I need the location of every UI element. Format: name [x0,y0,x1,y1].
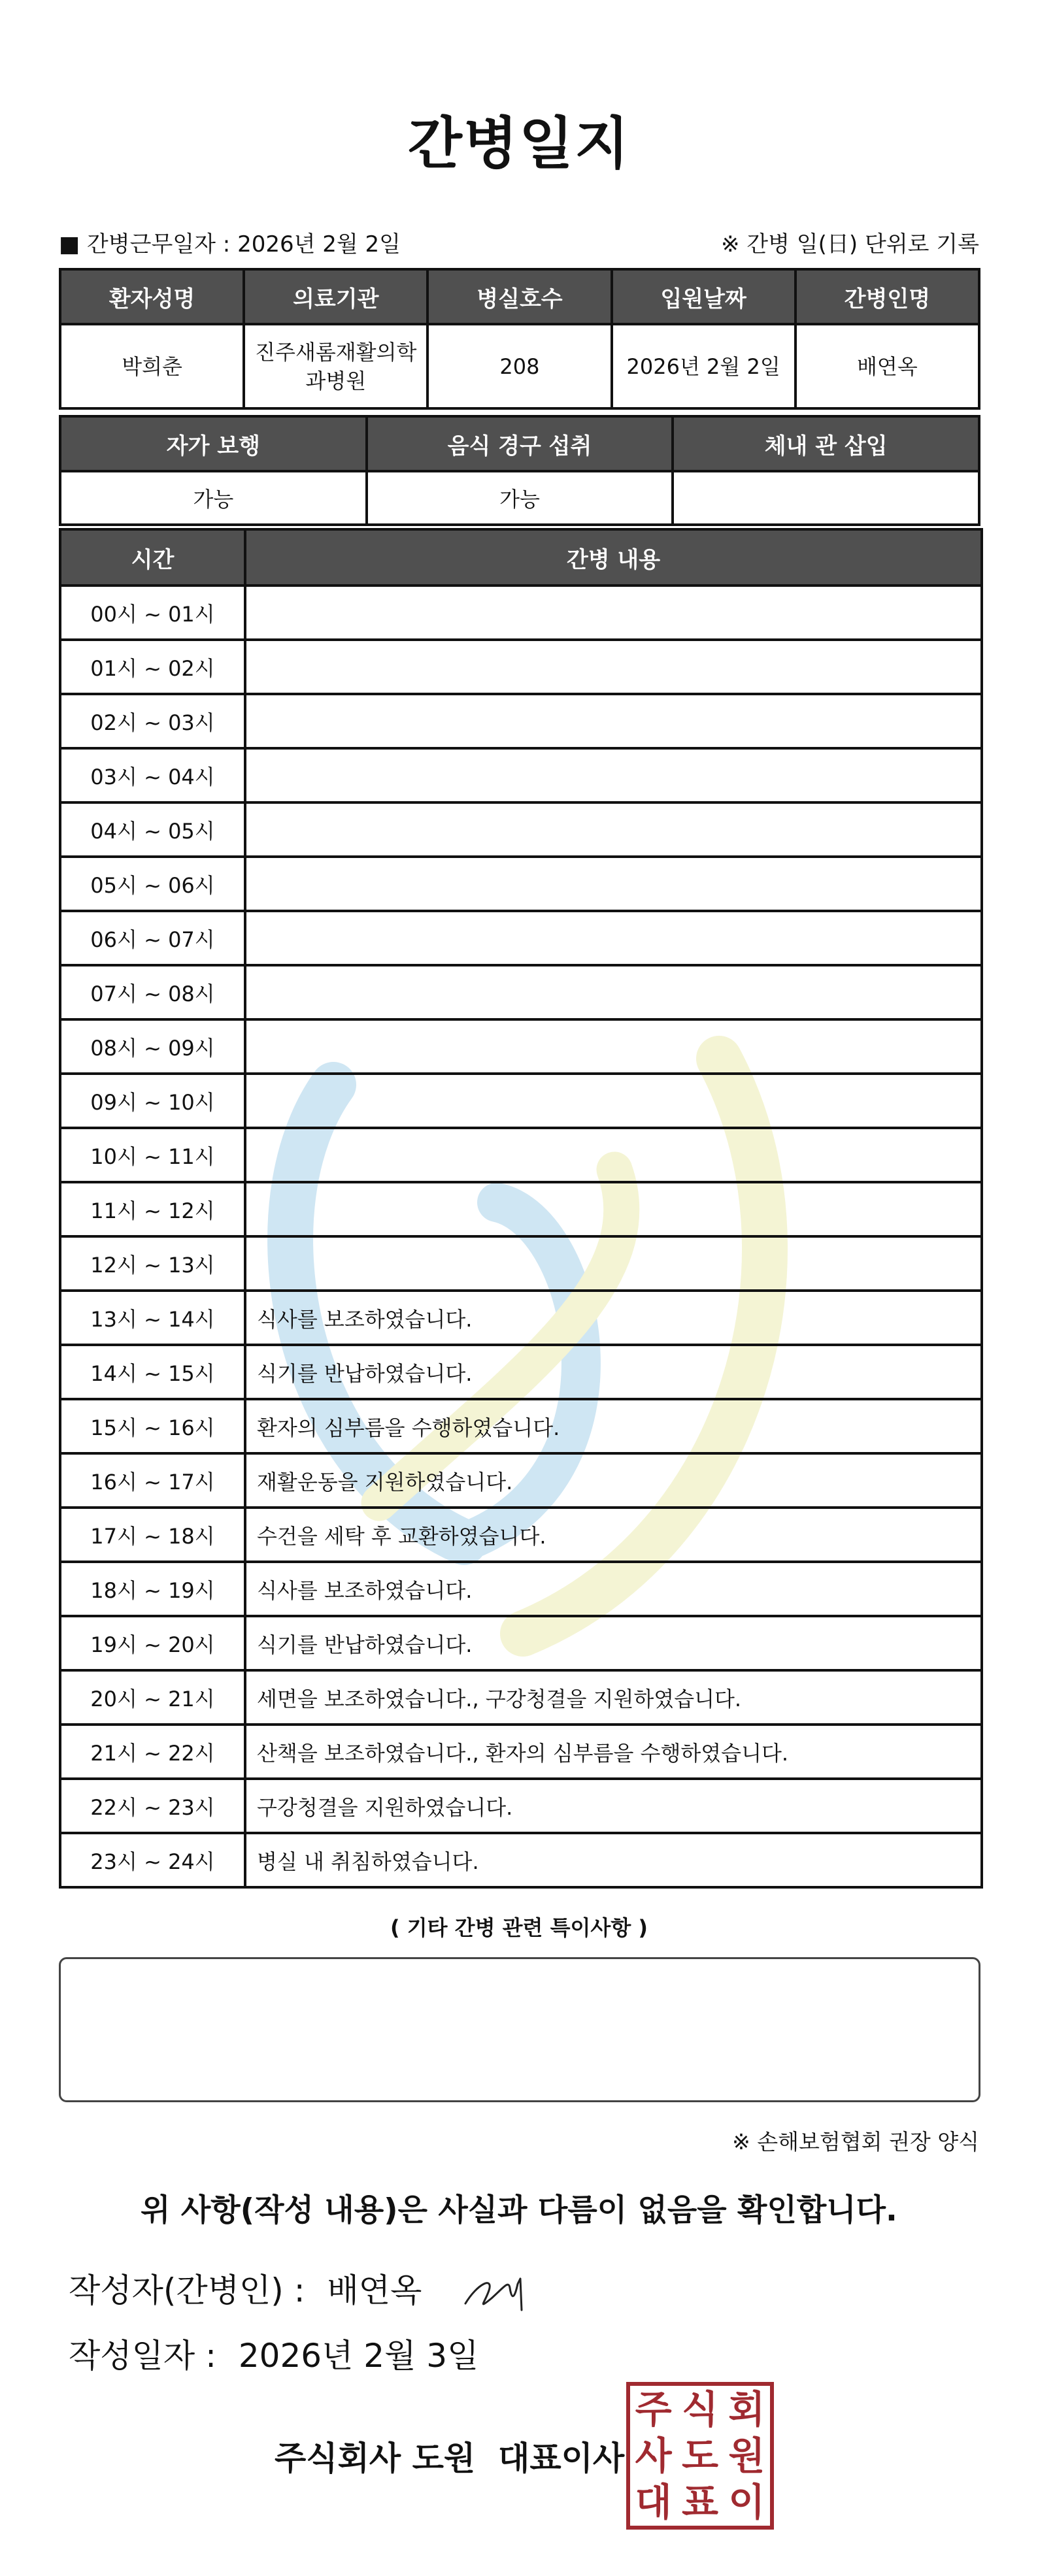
table-row [60,1779,982,1833]
care-content-cell [245,586,982,640]
admission-date: 2026년 2월 2일 [612,324,795,408]
confirmation-statement: 위 사항(작성 내용)은 사실과 다름이 없음을 확인합니다. [141,2192,897,2228]
care-content-cell: 식기를 반납하였습니다. [245,1345,982,1399]
header-care-content: 간병 내용 [245,529,982,586]
table-row [60,1833,982,1887]
care-content-cell: 구강청결을 지원하였습니다. [245,1779,982,1833]
header-admission-date: 입원날짜 [612,269,795,324]
table-row [60,1345,982,1399]
unit-note: ※ 간병 일(日) 단위로 기록 [721,231,979,257]
time-cell: 22시 ~ 23시 [60,1779,245,1833]
work-date [59,226,401,258]
time-cell: 05시 ~ 06시 [60,857,245,911]
time-cell: 09시 ~ 10시 [60,1074,245,1128]
time-cell: 20시 ~ 21시 [60,1670,245,1725]
table-row [60,1670,982,1725]
patient-value-row [60,324,979,408]
table-row [60,1128,982,1182]
care-content-cell [245,1074,982,1128]
seal-char: 회 [728,2386,765,2432]
table-row [60,1453,982,1508]
ability-value-row [60,471,979,525]
page-title: 간병일지 [407,111,631,176]
time-cell: 12시 ~ 13시 [60,1236,245,1291]
care-content-cell [245,748,982,802]
table-row [60,965,982,1019]
care-content-cell: 세면을 보조하였습니다., 구강청결을 지원하였습니다. [245,1670,982,1725]
care-content-cell: 병실 내 취침하였습니다. [245,1833,982,1887]
patient-info-table [59,268,980,410]
hospital [244,324,427,408]
time-cell: 13시 ~ 14시 [60,1291,245,1345]
table-row [60,694,982,748]
seal-char: 주 [635,2386,672,2432]
care-log-table [59,528,983,1889]
walking-value: 가능 [60,471,367,525]
care-content-cell [245,857,982,911]
time-cell: 10시 ~ 11시 [60,1128,245,1182]
header-patient-name: 환자성명 [60,269,244,324]
work-date-label: ■ 간병근무일자 : [59,231,231,257]
header-tube: 체내 관 삽입 [673,416,979,471]
seal-char: 이 [728,2480,765,2525]
notes-title: ( 기타 간병 관련 특이사항 ) [390,1915,648,1940]
care-content-cell: 환자의 심부름을 수행하였습니다. [245,1399,982,1453]
time-cell: 21시 ~ 22시 [60,1725,245,1779]
time-cell: 03시 ~ 04시 [60,748,245,802]
time-cell: 08시 ~ 09시 [60,1019,245,1074]
written-date-label: 작성일자 : [69,2337,216,2375]
time-cell: 19시 ~ 20시 [60,1616,245,1670]
table-row [60,1182,982,1236]
header-walking: 자가 보행 [60,416,367,471]
seal-char: 도 [681,2433,718,2478]
care-content-cell [245,694,982,748]
time-cell: 17시 ~ 18시 [60,1508,245,1562]
table-row [60,586,982,640]
tube-value [673,471,979,525]
company-name: 주식회사 도원 대표이사 [275,2439,625,2477]
table-row [60,1399,982,1453]
table-row [60,802,982,857]
work-date-value: 2026년 2월 2일 [237,231,401,257]
time-cell: 04시 ~ 05시 [60,802,245,857]
header-room: 병실호수 [427,269,611,324]
table-row [60,1616,982,1670]
patient-name: 박희춘 [60,324,244,408]
table-row [60,1562,982,1616]
time-cell: 23시 ~ 24시 [60,1833,245,1887]
signature [458,2264,543,2317]
oral-intake-value: 가능 [367,471,673,525]
care-content-cell [245,1236,982,1291]
notes-box [59,1957,980,2102]
care-content-cell [245,1019,982,1074]
care-log-header-row [60,529,982,586]
table-row [60,857,982,911]
writer-line [69,2264,422,2311]
table-row [60,1508,982,1562]
time-cell: 18시 ~ 19시 [60,1562,245,1616]
table-row [60,1236,982,1291]
seal-char: 대 [635,2480,672,2525]
form-note: ※ 손해보험협회 권장 양식 [732,2129,979,2155]
header-time: 시간 [60,529,245,586]
time-cell: 07시 ~ 08시 [60,965,245,1019]
company-seal [626,2382,774,2530]
care-content-cell [245,802,982,857]
hospital-line1: 진주새롬재활의학 [255,339,417,365]
written-date-value: 2026년 2월 3일 [238,2337,479,2375]
written-date-line [69,2330,478,2377]
table-row [60,1019,982,1074]
table-row [60,1074,982,1128]
care-content-cell: 식사를 보조하였습니다. [245,1562,982,1616]
hospital-line2: 과병원 [305,368,367,393]
table-row [60,1725,982,1779]
time-cell: 11시 ~ 12시 [60,1182,245,1236]
care-content-cell: 식사를 보조하였습니다. [245,1291,982,1345]
care-log-body [60,586,982,1887]
time-cell: 01시 ~ 02시 [60,640,245,694]
header-caregiver: 간병인명 [795,269,979,324]
writer-name: 배연옥 [327,2271,422,2309]
care-content-cell: 식기를 반납하였습니다. [245,1616,982,1670]
seal-char: 원 [728,2433,765,2478]
time-cell: 14시 ~ 15시 [60,1345,245,1399]
care-content-cell: 재활운동을 지원하였습니다. [245,1453,982,1508]
ability-header-row [60,416,979,471]
time-cell: 06시 ~ 07시 [60,911,245,965]
time-cell: 16시 ~ 17시 [60,1453,245,1508]
table-row [60,911,982,965]
care-content-cell: 산책을 보조하였습니다., 환자의 심부름을 수행하였습니다. [245,1725,982,1779]
ability-table [59,415,980,526]
care-content-cell: 수건을 세탁 후 교환하였습니다. [245,1508,982,1562]
writer-label: 작성자(간병인) : [69,2271,305,2309]
care-content-cell [245,911,982,965]
seal-char: 사 [635,2433,672,2478]
table-row [60,748,982,802]
care-content-cell [245,1182,982,1236]
caregiver-name: 배연옥 [795,324,979,408]
seal-char: 식 [681,2386,718,2432]
care-content-cell [245,640,982,694]
time-cell: 02시 ~ 03시 [60,694,245,748]
room-number: 208 [427,324,611,408]
time-cell: 15시 ~ 16시 [60,1399,245,1453]
seal-char: 표 [681,2480,718,2525]
header-hospital: 의료기관 [244,269,427,324]
patient-header-row [60,269,979,324]
care-content-cell [245,965,982,1019]
header-oral-intake: 음식 경구 섭취 [367,416,673,471]
table-row [60,1291,982,1345]
time-cell: 00시 ~ 01시 [60,586,245,640]
care-content-cell [245,1128,982,1182]
table-row [60,640,982,694]
